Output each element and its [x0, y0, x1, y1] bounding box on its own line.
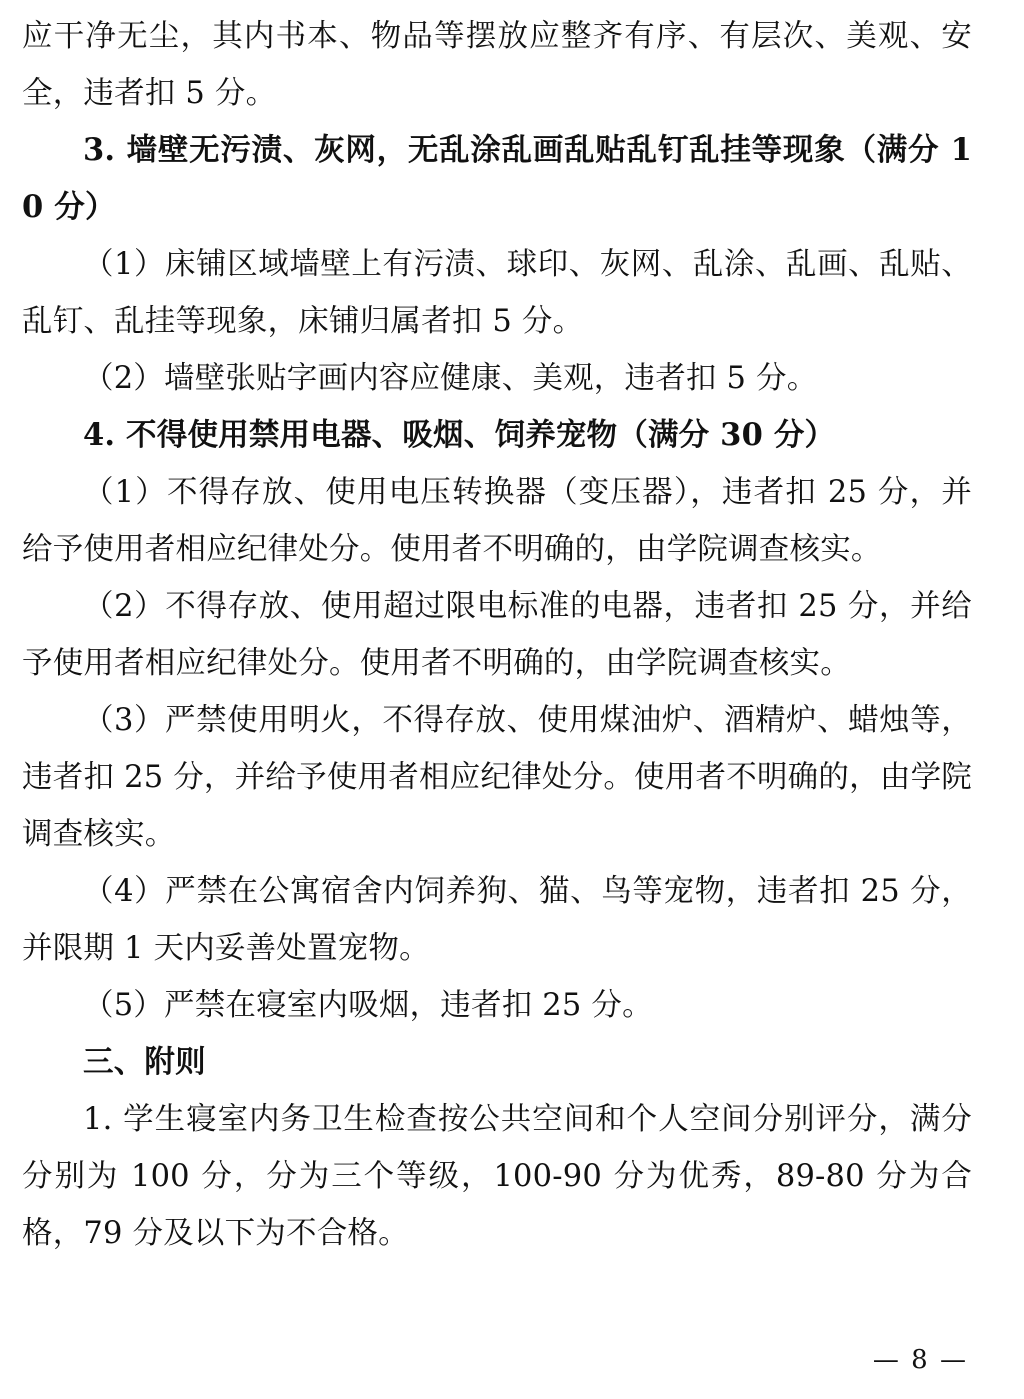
page-number: — 8 —: [872, 1345, 968, 1375]
paragraph-4-2: （2）不得存放、使用超过限电标准的电器，违者扣 25 分，并给予使用者相应纪律处分。使用者不明确的，由学院调查核实。: [22, 589, 972, 681]
paragraph-appendix-1: 1. 学生寝室内务卫生检查按公共空间和个人空间分别评分，满分分别为 100 分，分为三个等级，100-90 分为优秀，89-80 分为合格，79 分及以下为不合格。: [22, 1102, 972, 1251]
paragraph-4-3: （3）严禁使用明火，不得存放、使用煤油炉、酒精炉、蜡烛等，违者扣 25 分，并给予使用者相应纪律处分。使用者不明确的，由学院调查核实。: [22, 703, 972, 852]
section-heading-appendix: 三、附则: [83, 1044, 206, 1080]
paragraph-3-1: （1）床铺区域墙壁上有污渍、球印、灰网、乱涂、乱画、乱贴、乱钉、乱挂等现象，床铺归属者扣 5 分。: [22, 247, 972, 339]
heading-item-3: 3. 墙壁无污渍、灰网，无乱涂乱画乱贴乱钉乱挂等现象（满分 10 分）: [22, 132, 972, 225]
paragraph-continuation: 应干净无尘，其内书本、物品等摆放应整齐有序、有层次、美观、安全，违者扣 5 分。: [22, 19, 972, 111]
paragraph-4-1: （1）不得存放、使用电压转换器（变压器），违者扣 25 分，并给予使用者相应纪律处分。使用者不明确的，由学院调查核实。: [22, 475, 972, 567]
paragraph-4-4: （4）严禁在公寓宿舍内饲养狗、猫、鸟等宠物，违者扣 25 分，并限期 1 天内妥善处置宠物。: [22, 874, 972, 966]
heading-item-4: 4. 不得使用禁用电器、吸烟、饲养宠物（满分 30 分）: [83, 417, 836, 453]
paragraph-3-2: （2）墙壁张贴字画内容应健康、美观，违者扣 5 分。: [83, 361, 818, 396]
paragraph-4-5: （5）严禁在寝室内吸烟，违者扣 25 分。: [83, 988, 653, 1023]
